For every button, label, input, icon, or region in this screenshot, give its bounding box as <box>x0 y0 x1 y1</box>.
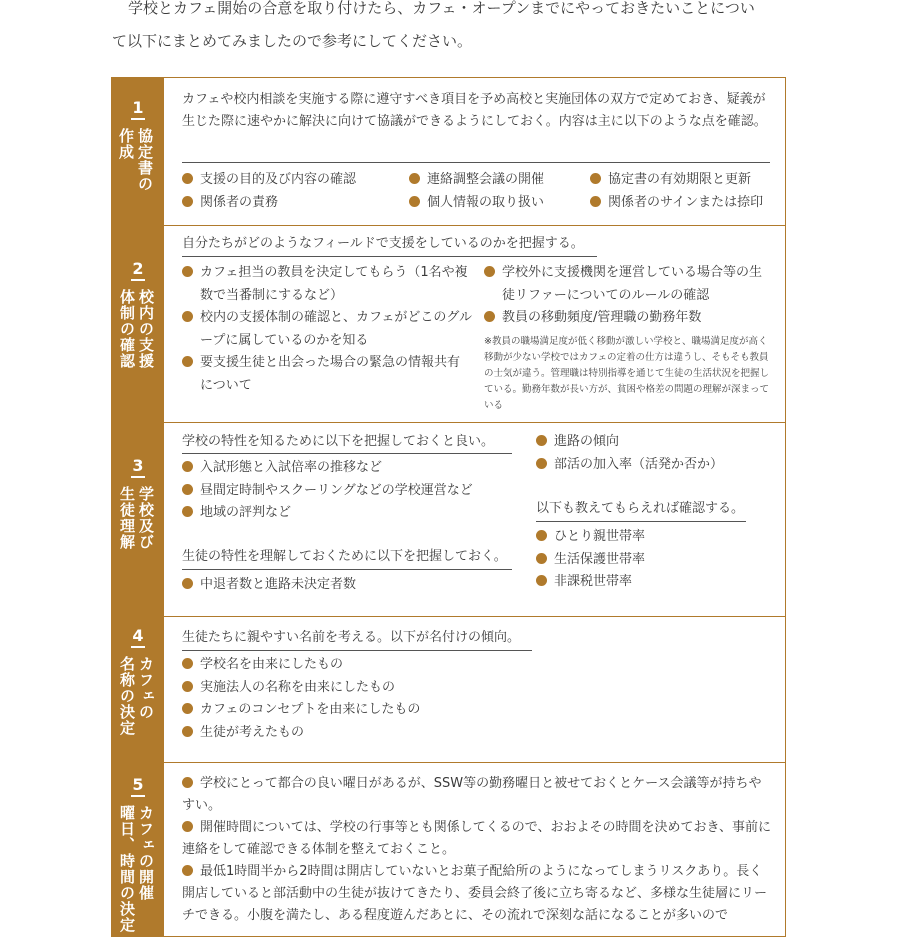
section-1-title-col1: 作成 <box>117 128 135 160</box>
bullet-dot-icon <box>182 681 193 692</box>
bullet-dot-icon <box>182 173 193 184</box>
section-cafe-name <box>112 616 785 763</box>
bullet-dot-icon <box>182 506 193 517</box>
bullet-dot-icon <box>536 458 547 469</box>
bullet-dot-icon <box>182 484 193 495</box>
bullet-dot-icon <box>182 821 193 832</box>
checklist-frame <box>111 77 786 937</box>
bullet-dot-icon <box>536 530 547 541</box>
section-3-body <box>182 422 771 616</box>
bullet-dot-icon <box>536 435 547 446</box>
intro-line-2: て以下にまとめてみましたので参考にしてください。 <box>112 32 473 50</box>
list-item: 生徒が考えたもの <box>182 722 420 745</box>
bullet-dot-icon <box>182 865 193 876</box>
list-item: ひとり親世帯率 <box>536 526 645 549</box>
list-item: 教員の移動頻度/管理職の勤務年数 <box>484 307 774 330</box>
section-2-lead: 自分たちがどのようなフィールドで支援をしているのかを把握する。 <box>182 236 584 251</box>
list-item: 関係者のサインまたは捺印 <box>590 192 763 215</box>
section-4-lead: 生徒たちに親やすい名前を考える。以下が名付けの傾向。 <box>182 630 521 645</box>
list-item: 昼間定時制やスクーリングなどの学校運営など <box>182 480 473 503</box>
section-2-sidebar <box>112 225 164 422</box>
bullet-dot-icon <box>182 703 193 714</box>
section-5-body <box>182 762 771 937</box>
section-3-number: 3 <box>112 456 164 478</box>
list-item: 生活保護世帯率 <box>536 549 645 572</box>
section-4-number: 4 <box>112 626 164 648</box>
section-3-lead-a: 学校の特性を知るために以下を把握しておくと良い。 <box>182 434 495 449</box>
bullet-dot-icon <box>484 311 495 322</box>
section-2-body <box>182 225 771 422</box>
bullet-dot-icon <box>182 658 193 669</box>
section-2-title-col2: 校内の支援 <box>137 289 155 369</box>
list-item: 要支援生徒と出会った場合の緊急の情報共有について <box>182 352 472 397</box>
section-2-note: ※教員の職場満足度が低く移動が激しい学校と、職場満足度が高く移動が少ない学校ではカフェの定着の仕方は違うし、そもそも教員の士気が違う。管理職は特別指導を通じて生徒の生活状況を把握している。勤務年数が長い方が、貧困や格差の問題の理解が深まっている <box>484 335 770 411</box>
section-4-body <box>182 616 771 762</box>
section-support-system <box>112 225 785 423</box>
section-5-title-col1: 曜日、時間の決定 <box>118 805 136 933</box>
list-item: 学校外に支援機関を運営している場合等の生徒リファーについてのルールの確認 <box>484 262 774 307</box>
section-1-number: 1 <box>112 98 164 120</box>
section-5-title-col2: カフェの開催 <box>137 805 155 901</box>
list-item: 実施法人の名称を由来にしたもの <box>182 677 420 700</box>
list-item: 個人情報の取り扱い <box>409 192 544 215</box>
list-item: 中退者数と進路未決定者数 <box>182 574 356 597</box>
section-4-title-col2: カフェの <box>137 656 155 720</box>
section-2-number: 2 <box>112 259 164 281</box>
list-item: 連絡調整会議の開催 <box>409 169 544 192</box>
section-2-title-col1: 体制の確認 <box>118 289 136 369</box>
list-item: カフェのコンセプトを由来にしたもの <box>182 699 420 722</box>
section-3-rule-a <box>182 453 512 454</box>
section-1-lead: カフェや校内相談を実施する際に遵守すべき項目を予め高校と実施団体の双方で定めておき、疑義が生じた際に速やかに解決に向けて協議ができるようにしておく。内容は主に以下のような点を確認。 <box>182 92 767 129</box>
list-item: 入試形態と入試倍率の推移など <box>182 457 473 480</box>
section-4-sidebar <box>112 616 164 762</box>
bullet-dot-icon <box>409 173 420 184</box>
list-item: 進路の傾向 <box>536 431 723 454</box>
bullet-dot-icon <box>590 173 601 184</box>
section-3-sidebar <box>112 422 164 616</box>
bullet-dot-icon <box>182 266 193 277</box>
section-4-rule <box>182 650 532 651</box>
section-4-title-col1: 名称の決定 <box>118 656 136 736</box>
list-item: 支援の目的及び内容の確認 <box>182 169 356 192</box>
section-3-lead-d: 以下も教えてもらえれば確認する。 <box>536 501 745 516</box>
list-item: 学校名を由来にしたもの <box>182 654 420 677</box>
section-2-rule <box>182 256 597 257</box>
section-school-understanding <box>112 422 785 617</box>
bullet-dot-icon <box>182 777 193 788</box>
bullet-dot-icon <box>409 196 420 207</box>
bullet-dot-icon <box>484 266 495 277</box>
section-1-sidebar <box>112 78 164 225</box>
section-1-body <box>182 78 771 225</box>
section-3-title-col2: 学校及び <box>137 486 155 550</box>
bullet-dot-icon <box>182 461 193 472</box>
intro-line-1: 学校とカフェ開始の合意を取り付けたら、カフェ・オープンまでにやっておきたいことについ <box>128 0 755 17</box>
list-item: 協定書の有効期限と更新 <box>590 169 763 192</box>
list-item: 地域の評判など <box>182 502 473 525</box>
section-5-sidebar <box>112 762 164 937</box>
list-item: 関係者の責務 <box>182 192 356 215</box>
bullet-dot-icon <box>182 726 193 737</box>
list-item: カフェ担当の教員を決定してもらう（1名や複数で当番制にするなど） <box>182 262 472 307</box>
section-agreement <box>112 78 785 226</box>
section-3-rule-b <box>182 569 512 570</box>
section-3-lead-b: 生徒の特性を理解しておくために以下を把握しておく。 <box>182 549 507 564</box>
bullet-dot-icon <box>590 196 601 207</box>
section-5-para-2: 開催時間については、学校の行事等とも関係してくるので、おおよその時間を決めておき、事前に連絡をして確認できる体制を整えておくこと。 <box>182 820 771 857</box>
bullet-dot-icon <box>536 575 547 586</box>
section-3-rule-d <box>536 521 746 522</box>
list-item: 校内の支援体制の確認と、カフェがどこのグループに属しているのかを知る <box>182 307 472 352</box>
section-5-number: 5 <box>112 775 164 797</box>
list-item: 非課税世帯率 <box>536 571 645 594</box>
list-item: 部活の加入率（活発か否か） <box>536 454 723 477</box>
section-5-para-3: 最低1時間半から2時間は開店していないとお菓子配給所のようになってしまうリスクあり。長く開店していると部活動中の生徒が抜けてきたり、委員会終了後に立ち寄るなど、多様な生徒層にリーチできる。小腹を満たし、ある程度遊んだあとに、その流れで深刻な話になることが多いので <box>182 864 768 923</box>
section-1-title-col2: 協定書の <box>136 128 154 192</box>
bullet-dot-icon <box>536 553 547 564</box>
section-3-title-col1: 生徒理解 <box>118 486 136 550</box>
section-5-para-1: 学校にとって都合の良い曜日があるが、SSW等の勤務曜日と被せておくとケース会議等が持ちやすい。 <box>182 776 762 813</box>
section-schedule <box>112 762 785 937</box>
section-1-rule <box>182 162 770 163</box>
bullet-dot-icon <box>182 196 193 207</box>
bullet-dot-icon <box>182 356 193 367</box>
bullet-dot-icon <box>182 578 193 589</box>
bullet-dot-icon <box>182 311 193 322</box>
